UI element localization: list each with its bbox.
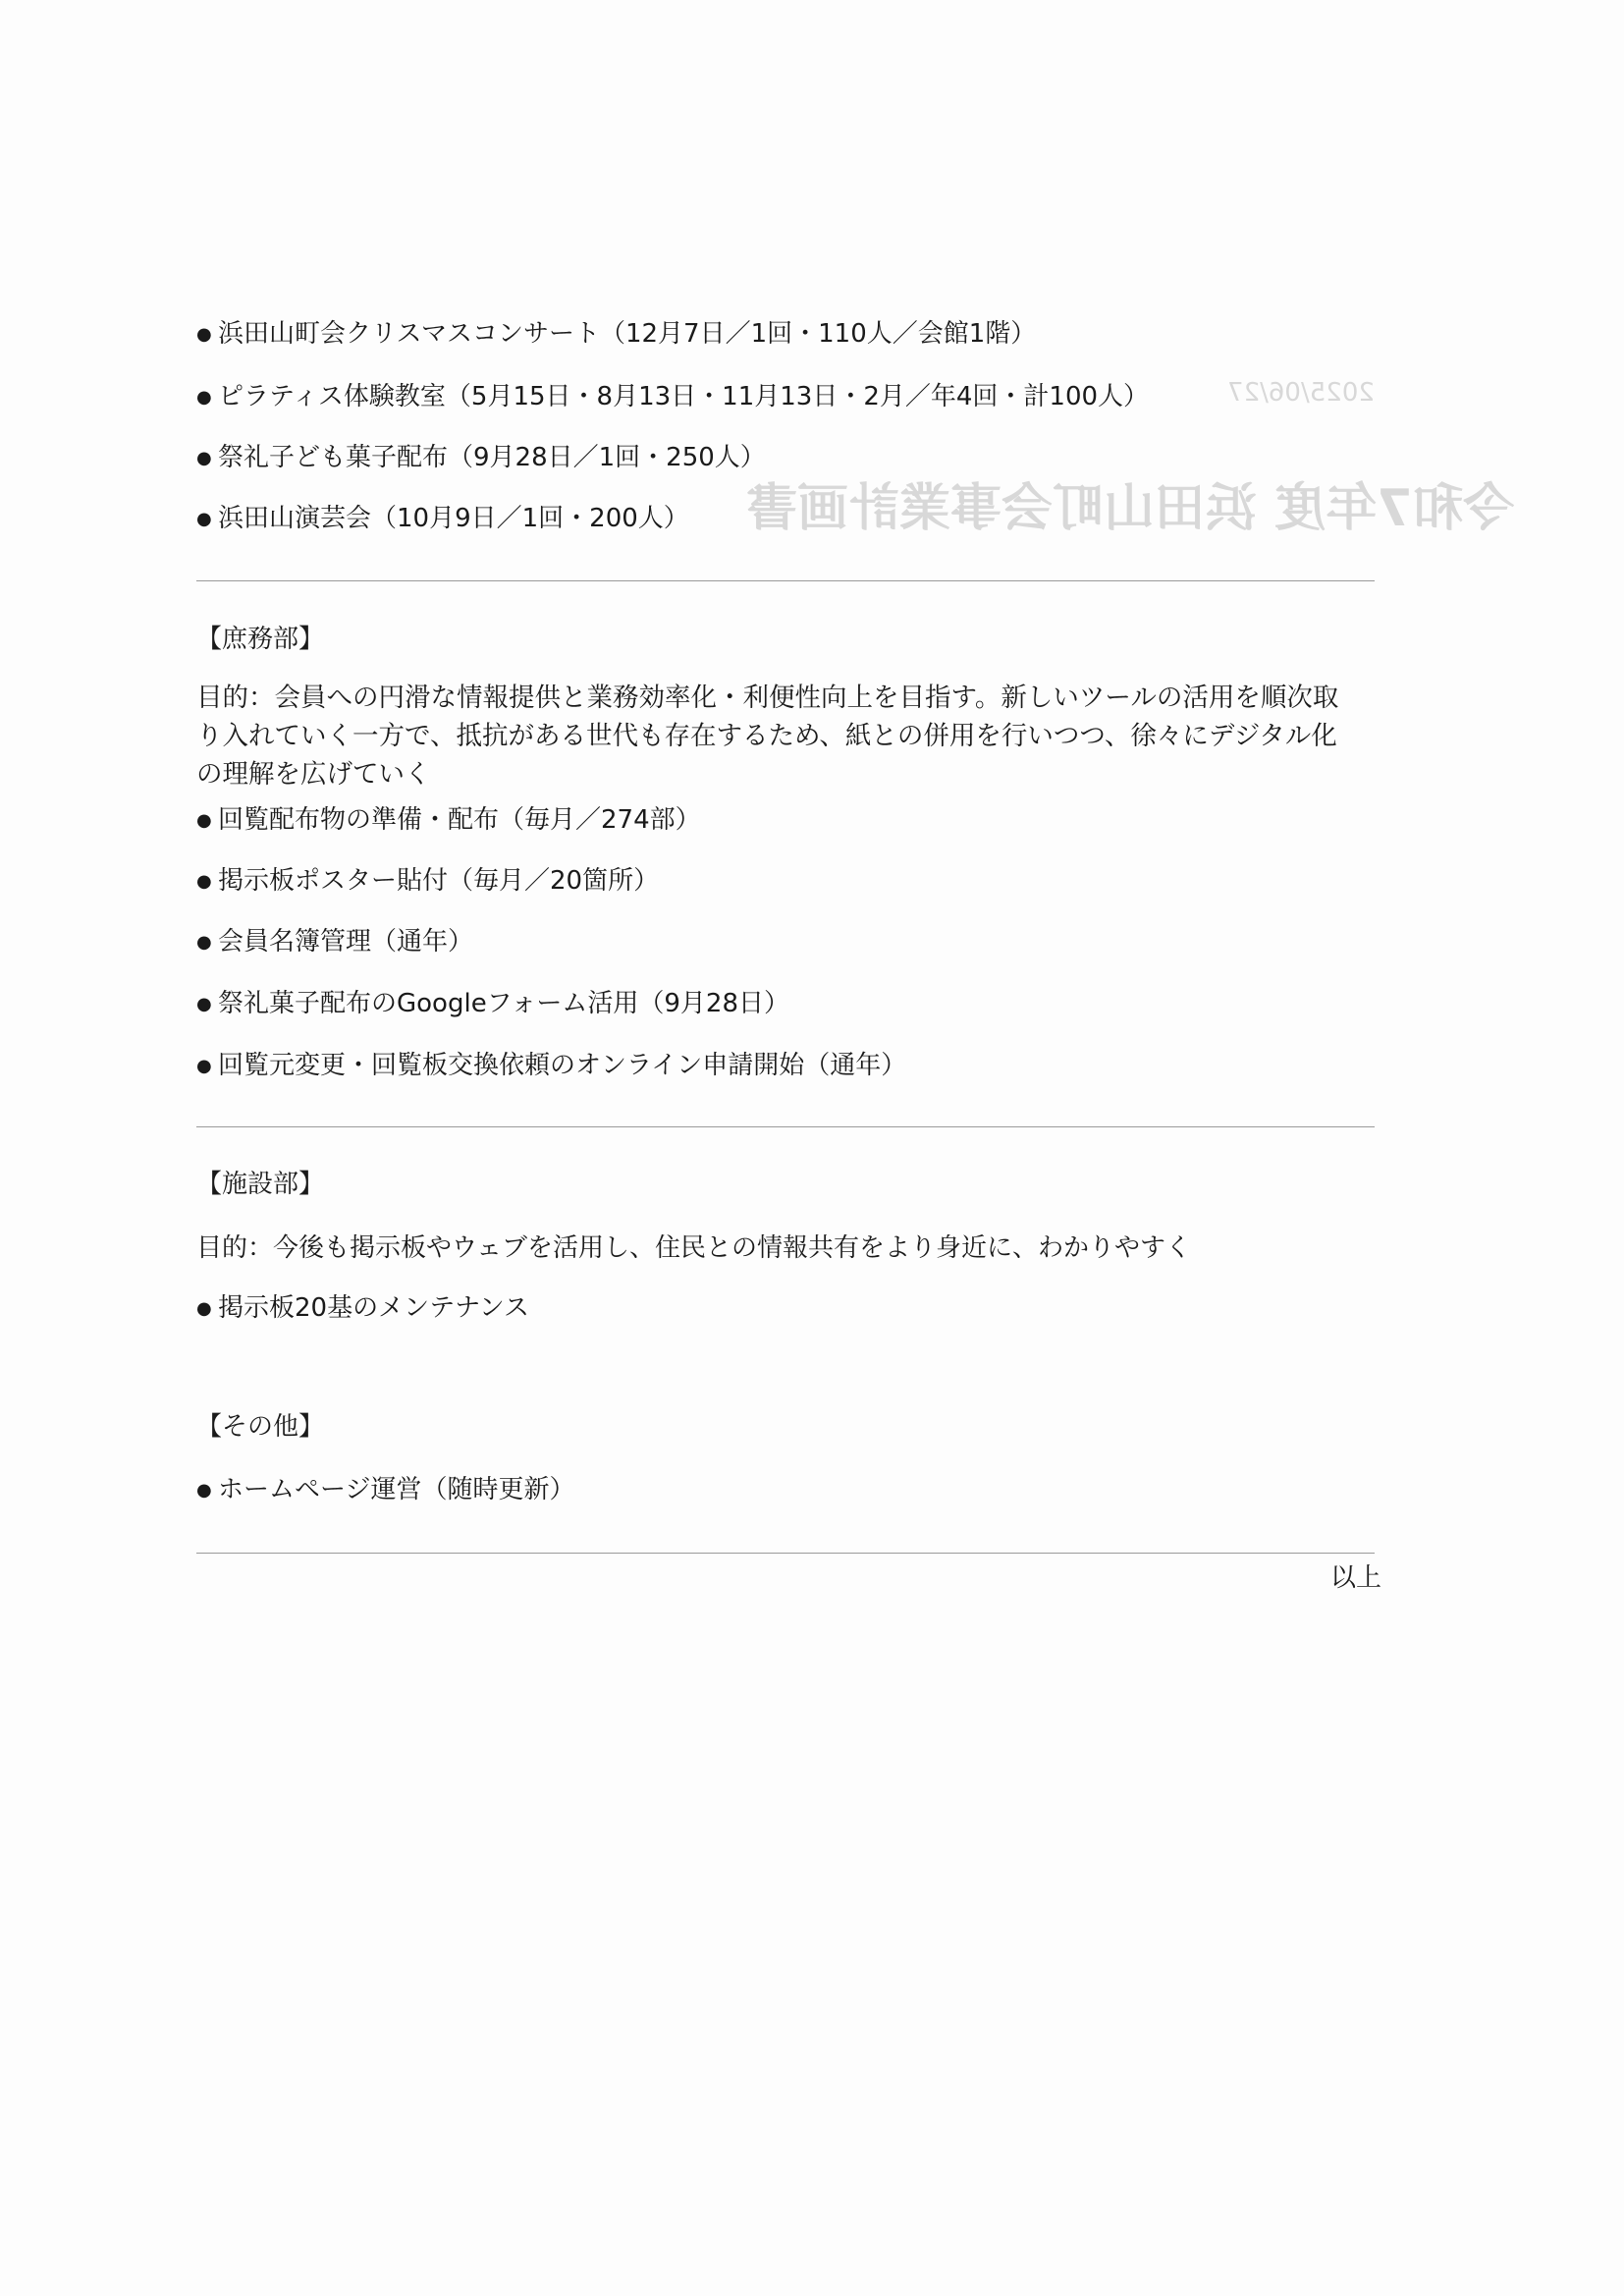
bullet-icon: ● xyxy=(196,509,212,529)
facilities-item xyxy=(196,1289,529,1328)
bullet-icon: ● xyxy=(196,1298,212,1319)
event-item-text: 浜田山町会クリスマスコンサート（12月7日／1回・110人／会館1階） xyxy=(218,319,1037,349)
other-heading: 【その他】 xyxy=(196,1412,325,1442)
purpose-line: の理解を広げていく xyxy=(196,759,431,790)
general-affairs-item xyxy=(196,1047,906,1085)
general-affairs-item-text: 祭礼菓子配布のGoogleフォーム活用（9月28日） xyxy=(218,989,790,1018)
general-affairs-item xyxy=(196,985,789,1023)
bullet-icon: ● xyxy=(196,871,212,892)
bullet-icon: ● xyxy=(196,994,212,1014)
bullet-icon: ● xyxy=(196,324,212,345)
general-affairs-purpose xyxy=(196,679,1394,793)
bleedthrough-title: 令和7年度 浜田山町会事業計画書 xyxy=(746,479,1515,538)
bullet-icon: ● xyxy=(196,810,212,831)
section-divider xyxy=(196,580,1375,581)
event-item xyxy=(196,439,766,477)
general-affairs-item xyxy=(196,801,701,840)
closing-text: 以上 xyxy=(1330,1563,1382,1593)
event-item xyxy=(196,378,1149,416)
bullet-icon: ● xyxy=(196,1056,212,1076)
other-item xyxy=(196,1471,574,1509)
event-item-text: 祭礼子ども菓子配布（9月28日／1回・250人） xyxy=(218,443,766,472)
other-item-text: ホームページ運営（随時更新） xyxy=(218,1475,575,1504)
bullet-icon: ● xyxy=(196,1480,212,1501)
facilities-heading: 【施設部】 xyxy=(196,1170,325,1199)
general-affairs-item xyxy=(196,923,473,961)
facilities-item-text: 掲示板20基のメンテナンス xyxy=(218,1293,530,1323)
general-affairs-item-text: 会員名簿管理（通年） xyxy=(218,927,474,957)
event-item xyxy=(196,500,689,538)
general-affairs-item-text: 回覧元変更・回覧板交換依頼のオンライン申請開始（通年） xyxy=(218,1051,907,1080)
event-item-text: ピラティス体験教室（5月15日・8月13日・11月13日・2月／年4回・計100人） xyxy=(218,382,1150,411)
bullet-icon: ● xyxy=(196,932,212,953)
section-divider xyxy=(196,1126,1375,1127)
general-affairs-item xyxy=(196,862,659,901)
purpose-line: り入れていく一方で、抵抗がある世代も存在するため、紙との併用を行いつつ、徐々にデジタル化 xyxy=(196,721,1337,751)
general-affairs-item-text: 回覧配布物の準備・配布（毎月／274部） xyxy=(218,805,701,835)
bullet-icon: ● xyxy=(196,387,212,408)
event-item xyxy=(196,315,1036,354)
facilities-purpose: 目的：今後も掲示板やウェブを活用し、住民との情報共有をより身近に、わかりやすく xyxy=(196,1233,1191,1263)
general-affairs-heading: 【庶務部】 xyxy=(196,625,325,654)
bleedthrough-date: 2025/06/27 xyxy=(1227,378,1375,408)
section-divider xyxy=(196,1553,1375,1554)
bullet-icon: ● xyxy=(196,448,212,468)
purpose-line: 目的：会員への円滑な情報提供と業務効率化・利便性向上を目指す。新しいツールの活用を順次取 xyxy=(196,683,1339,713)
general-affairs-item-text: 掲示板ポスター貼付（毎月／20箇所） xyxy=(218,866,660,896)
event-item-text: 浜田山演芸会（10月9日／1回・200人） xyxy=(218,504,689,533)
